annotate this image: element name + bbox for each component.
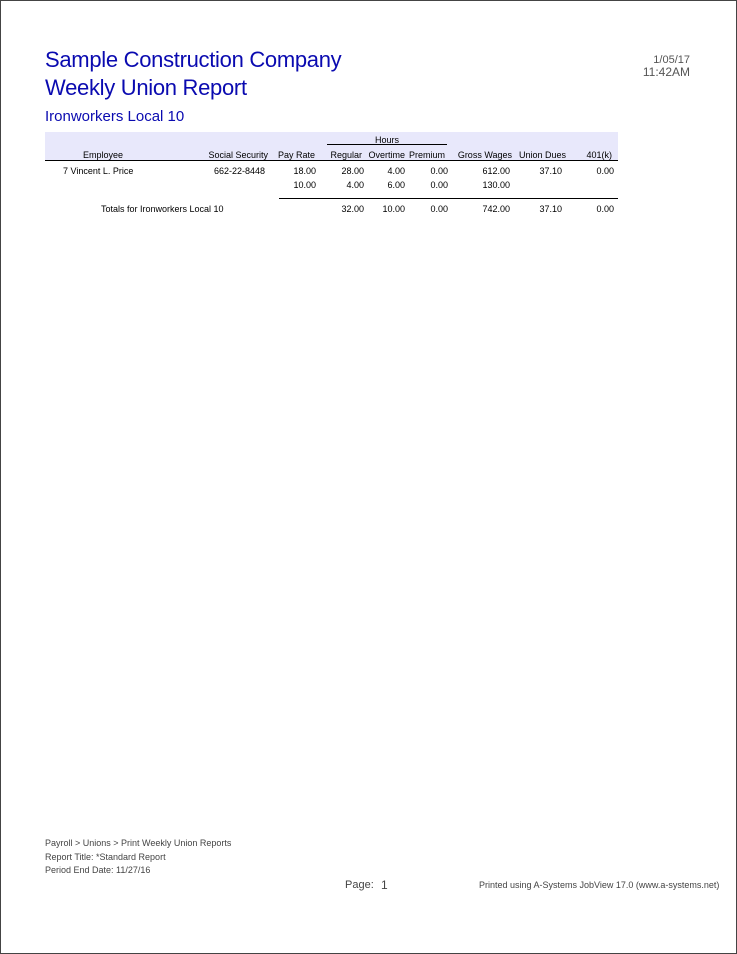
totals-divider [279,198,618,199]
row-1-gross-wages: 612.00 [482,166,510,176]
totals-overtime: 10.00 [382,204,405,214]
col-header-pay-rate: Pay Rate [277,150,315,160]
row-2-regular: 4.00 [346,180,364,190]
totals-401k: 0.00 [596,204,614,214]
row-1-employee: 7 Vincent L. Price [63,166,134,176]
row-1-union-dues: 37.10 [539,166,562,176]
row-1-pay-rate: 18.00 [293,166,316,176]
report-time: 11:42AM [642,65,690,79]
col-header-regular: Regular [330,150,362,160]
row-1-ssn: 662-22-8448 [213,166,265,176]
row-2-overtime: 6.00 [387,180,405,190]
footer-page-number: 1 [381,878,388,892]
col-header-overtime: Overtime [368,150,405,160]
hours-group-label: Hours [374,135,399,145]
col-header-premium: Premium [408,150,445,160]
footer-printed-using: Printed using A-Systems JobView 17.0 (www.a-systems.net) [479,880,720,890]
row-1-overtime: 4.00 [387,166,405,176]
totals-union-dues: 37.10 [539,204,562,214]
col-header-gross-wages: Gross Wages [457,150,512,160]
totals-premium: 0.00 [430,204,448,214]
col-header-employee: Employee [82,150,124,160]
company-name: Sample Construction Company [45,47,342,72]
row-1-401k: 0.00 [596,166,614,176]
footer-menu-path: Payroll > Unions > Print Weekly Union Reports [45,838,232,848]
footer-period-end: Period End Date: 11/27/16 [45,865,151,875]
footer-page-label: Page: [345,879,374,891]
report-date: 1/05/17 [653,54,690,66]
totals-gross-wages: 742.00 [482,204,510,214]
hours-group-divider [327,144,447,145]
col-header-union-dues: Union Dues [518,150,566,160]
row-2-gross-wages: 130.00 [482,180,510,190]
row-2-pay-rate: 10.00 [293,180,316,190]
footer-report-title: Report Title: *Standard Report [45,852,166,862]
row-2-premium: 0.00 [430,180,448,190]
union-name: Ironworkers Local 10 [45,108,185,125]
col-header-401k: 401(k) [586,150,612,160]
row-1-regular: 28.00 [341,166,364,176]
row-1-premium: 0.00 [430,166,448,176]
report-title: Weekly Union Report [45,75,247,100]
totals-label: Totals for Ironworkers Local 10 [101,204,224,214]
col-header-ssn: Social Security [208,150,268,160]
totals-regular: 32.00 [341,204,364,214]
